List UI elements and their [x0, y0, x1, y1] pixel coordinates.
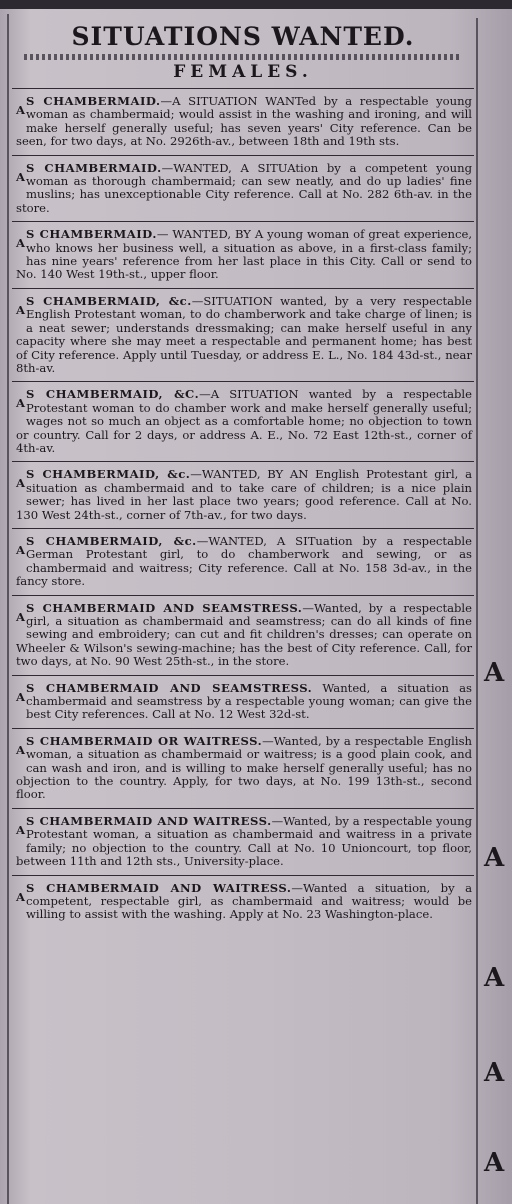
- drop-letter: A: [16, 103, 25, 117]
- ad-lead: S CHAMBERMAID OR WAITRESS.: [26, 733, 263, 748]
- ad-text: — WANTED, BY A young woman of great experience, who knows her business well, a situation as above, in a first-class family; has nine years' reference from her last place in this City. Call or send to No. 140 West 19th-st., upper floor.: [16, 227, 472, 282]
- ad-text: —WANTED, BY AN English Protestant girl, a situation as chambermaid and to take care of children; is a nice plain sewer; has lived in her last place two years; good reference. Call at No. 130 West 24th-st., corner of 7th-av., for two days.: [16, 467, 472, 522]
- classified-ad: [12, 808, 474, 875]
- ad-text: —Wanted, by a respectable young Protestant woman, a situation as chambermaid and waitress in a private family; no objection to the country. Call at No. 10 Unioncourt, top floor, between 11th and 12th sts., University-place.: [16, 813, 472, 869]
- classified-ad: [12, 221, 474, 288]
- drop-letter: A: [16, 542, 25, 557]
- column-rule-right: [476, 18, 478, 1204]
- drop-letter: A: [16, 822, 25, 837]
- drop-letter: A: [16, 169, 25, 184]
- ad-lead: S CHAMBERMAID AND WAITRESS.: [26, 813, 272, 828]
- ad-text: —WANTED, A SITuation by a respectable German Protestant girl, to do chamberwork and sewing, or as chambermaid and waitress; City reference. Call at No. 158 3d-av., in the fancy store.: [16, 533, 472, 589]
- ad-lead: S CHAMBERMAID AND SEAMSTRESS.: [26, 600, 303, 615]
- ad-lead: S CHAMBERMAID AND WAITRESS.: [26, 880, 292, 895]
- banner-ornament-rule: [24, 54, 462, 60]
- classified-ad: [12, 461, 474, 528]
- drop-letter: A: [484, 963, 505, 993]
- ad-lead: S CHAMBERMAID AND SEAMSTRESS.: [26, 680, 313, 695]
- drop-letter: A: [16, 236, 25, 251]
- classified-ad: [12, 875, 474, 928]
- ad-lead: S CHAMBERMAID.: [26, 94, 161, 108]
- top-border: [0, 0, 512, 9]
- drop-letter: A: [484, 1148, 505, 1178]
- ad-text: —WANTED, A SITUAtion by a competent young woman as thorough chambermaid; can sew neatly, and do up ladies' fine muslins; has unexceptionable City reference. Call at No. 282 6th-av. in the store.: [16, 160, 473, 215]
- column-rule-left: [7, 14, 9, 1204]
- classified-ad: [12, 595, 474, 675]
- classified-ad: [12, 381, 474, 461]
- drop-letter: A: [16, 742, 25, 757]
- drop-letter: A: [484, 658, 505, 688]
- ad-lead: S CHAMBERMAID, &c.: [26, 533, 197, 548]
- drop-letter: A: [484, 843, 505, 873]
- drop-letter: A: [16, 889, 25, 904]
- ad-lead: S CHAMBERMAID, &c.: [26, 293, 192, 308]
- drop-letter: A: [16, 396, 25, 411]
- ad-text: —Wanted, by a respectable girl, a situation as chambermaid and seamstress; can do all kinds of fine sewing and embroidery; can cut and fit children's dresses; can operate on Wheeler & Wilson's sewing-machine; has the best of City reference. Call, for two days, at No. 90 West 25th-st., in the store.: [16, 600, 473, 669]
- ad-text: —A SITUATION wanted by a respectable Protestant woman to do chamber work and make herself generally useful; wages not so much an object as a comfortable home; no objection to town or country. Call for 2 days, or address A. E., No. 72 East 12th-st., corner of 4th-av.: [16, 387, 472, 455]
- ad-lead: S CHAMBERMAID.: [26, 227, 157, 242]
- ad-lead: S CHAMBERMAID, &C.: [26, 387, 200, 402]
- ad-text: Wanted, a situation as chambermaid and seamstress by a respectable young woman; can give the best City references. Call at No. 12 West 32d-st.: [26, 680, 473, 722]
- classified-ad: [12, 155, 474, 222]
- classified-ad: [12, 88, 474, 155]
- drop-letter: A: [16, 476, 25, 491]
- situations-column: [12, 14, 474, 928]
- drop-letter: A: [16, 609, 25, 624]
- ad-text: —SITUATION wanted, by a very respectable English Protestant woman, to do chamberwork and take charge of linen; is a neat sewer; understands dressmaking; can make herself useful in any capacity where she may meet a respectable and permanent home; has best of City reference. Apply until Tuesday, or address E. L., No. 184 43d-st., near 8th-av.: [16, 293, 473, 375]
- ad-lead: S CHAMBERMAID, &c.: [26, 467, 191, 482]
- section-subhead: FEMALES.: [173, 62, 313, 82]
- classified-ad: [12, 728, 474, 808]
- drop-letter: A: [16, 689, 25, 704]
- classified-ad: [12, 528, 474, 595]
- section-banner: SITUATIONS WANTED.: [71, 22, 415, 51]
- classified-ad: [12, 675, 474, 728]
- adjacent-column-fragment: [480, 0, 512, 1204]
- ad-lead: S CHAMBERMAID.: [26, 160, 162, 175]
- drop-letter: A: [484, 1058, 505, 1088]
- ad-text: —Wanted, by a respectable English woman, a situation as chambermaid or waitress; is a good plain cook, and can wash and iron, and is willing to make herself generally useful; has no objection to the country. Apply, for two days, at No. 199 13th-st., second floor.: [16, 733, 472, 802]
- ad-text: —A SITUATION WANTed by a respectable young woman as chambermaid; would assist in the washing and ironing, and will make herself generally useful; has seven years' City reference. Can be seen, for two days, at No. 2926th-av., between 18th and 19th sts.: [16, 94, 472, 149]
- ad-text: —Wanted a situation, by a competent, respectable girl, as chambermaid and waitress; would be willing to assist with the washing. Apply at No. 23 Washington-place.: [26, 880, 472, 922]
- classified-ad: [12, 288, 474, 381]
- drop-letter: A: [16, 302, 25, 317]
